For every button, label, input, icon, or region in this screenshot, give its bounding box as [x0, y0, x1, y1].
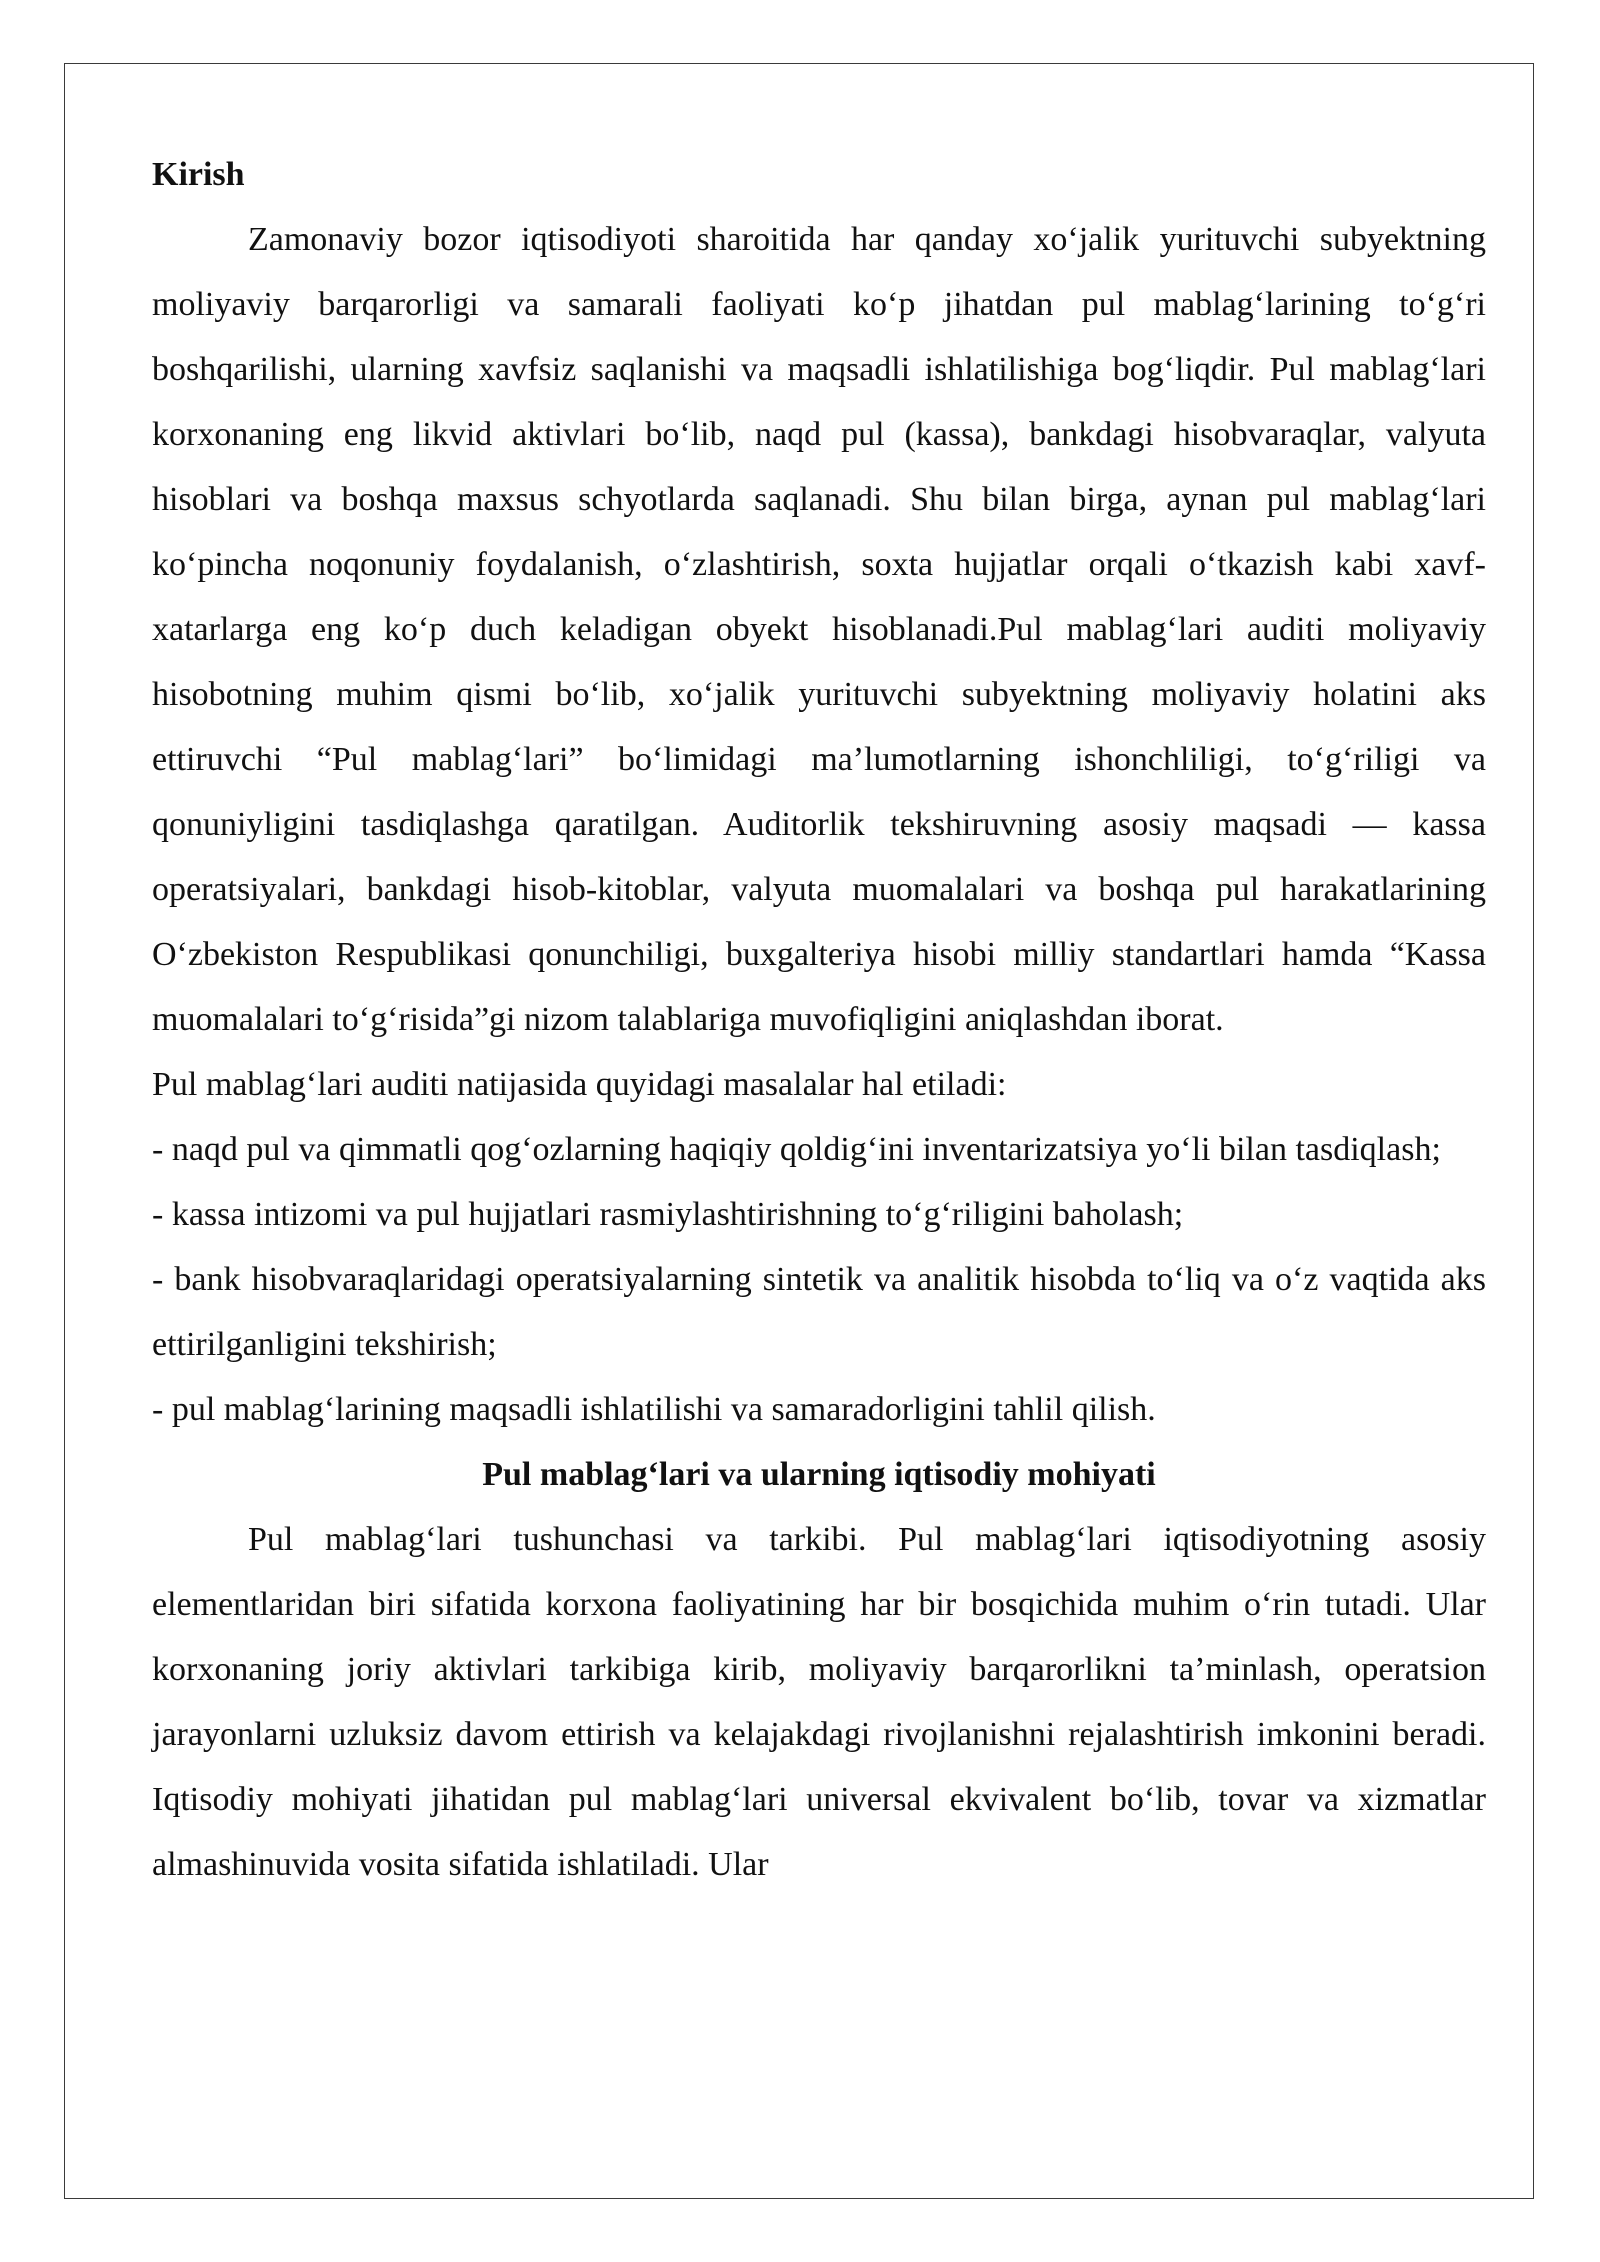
intro-heading: Kirish	[152, 156, 245, 193]
task-item: - bank hisobvaraqlaridagi operatsiyalarning sintetik va analitik hisobda to‘liq va o‘z vaqtida aks ettirilganligini tekshirish;	[152, 1261, 1486, 1363]
intro-paragraph: Zamonaviy bozor iqtisodiyoti sharoitida har qanday xo‘jalik yurituvchi subyektning moliyaviy barqarorligi va samarali faoliyati ko‘p jihatdan pul mablag‘larining to‘g‘ri boshqarilishi, ularning xavfsiz saqlanishi va maqsadli ishlatilishiga bog‘liqdir. Pul mablag‘lari korxonaning eng likvid aktivlari bo‘lib, naqd pul (kassa), bankdagi hisobvaraqlar, valyuta hisoblari va boshqa maxsus schyotlarda saqlanadi. Shu bilan birga, aynan pul mablag‘lari ko‘pincha noqonuniy foydalanish, o‘zlashtirish, soxta hujjatlar orqali o‘tkazish kabi xavf-xatarlarga eng ko‘p duch keladigan obyekt hisoblanadi.Pul mablag‘lari auditi moliyaviy hisobotning muhim qismi bo‘lib, xo‘jalik yurituvchi subyektning moliyaviy holatini aks ettiruvchi “Pul mablag‘lari” bo‘limidagi ma’lumotlarning ishonchliligi, to‘g‘riligi va qonuniyligini tasdiqlashga qaratilgan. Auditorlik tekshiruvning asosiy maqsadi — kassa operatsiyalari, bankdagi hisob-kitoblar, valyuta muomalalari va boshqa pul harakatlarining O‘zbekiston Respublikasi qonunchiligi, buxgalteriya hisobi milliy standartlari hamda “Kassa muomalalari to‘g‘risida”gi nizom talablariga muvofiqligini aniqlashdan iborat.	[152, 221, 1486, 1038]
section-heading: Pul mablag‘lari va ularning iqtisodiy mohiyati	[482, 1456, 1156, 1493]
tasks-intro: Pul mablag‘lari auditi natijasida quyidagi masalalar hal etiladi:	[152, 1066, 1007, 1103]
task-item: - pul mablag‘larining maqsadli ishlatilishi va samaradorligini tahlil qilish.	[152, 1391, 1156, 1428]
document-body	[152, 142, 1486, 1897]
task-item: - kassa intizomi va pul hujjatlari rasmiylashtirishning to‘g‘riligini baholash;	[152, 1196, 1184, 1233]
task-item: - naqd pul va qimmatli qog‘ozlarning haqiqiy qoldig‘ini inventarizatsiya yo‘li bilan tasdiqlash;	[152, 1131, 1441, 1168]
section-paragraph: Pul mablag‘lari tushunchasi va tarkibi. Pul mablag‘lari iqtisodiyotning asosiy elementlaridan biri sifatida korxona faoliyatining har bir bosqichida muhim o‘rin tutadi. Ular korxonaning joriy aktivlari tarkibiga kirib, moliyaviy barqarorlikni ta’minlash, operatsion jarayonlarni uzluksiz davom ettirish va kelajakdagi rivojlanishni rejalashtirish imkonini beradi. Iqtisodiy mohiyati jihatidan pul mablag‘lari universal ekvivalent bo‘lib, tovar va xizmatlar almashinuvida vosita sifatida ishlatiladi. Ular	[152, 1521, 1486, 1883]
